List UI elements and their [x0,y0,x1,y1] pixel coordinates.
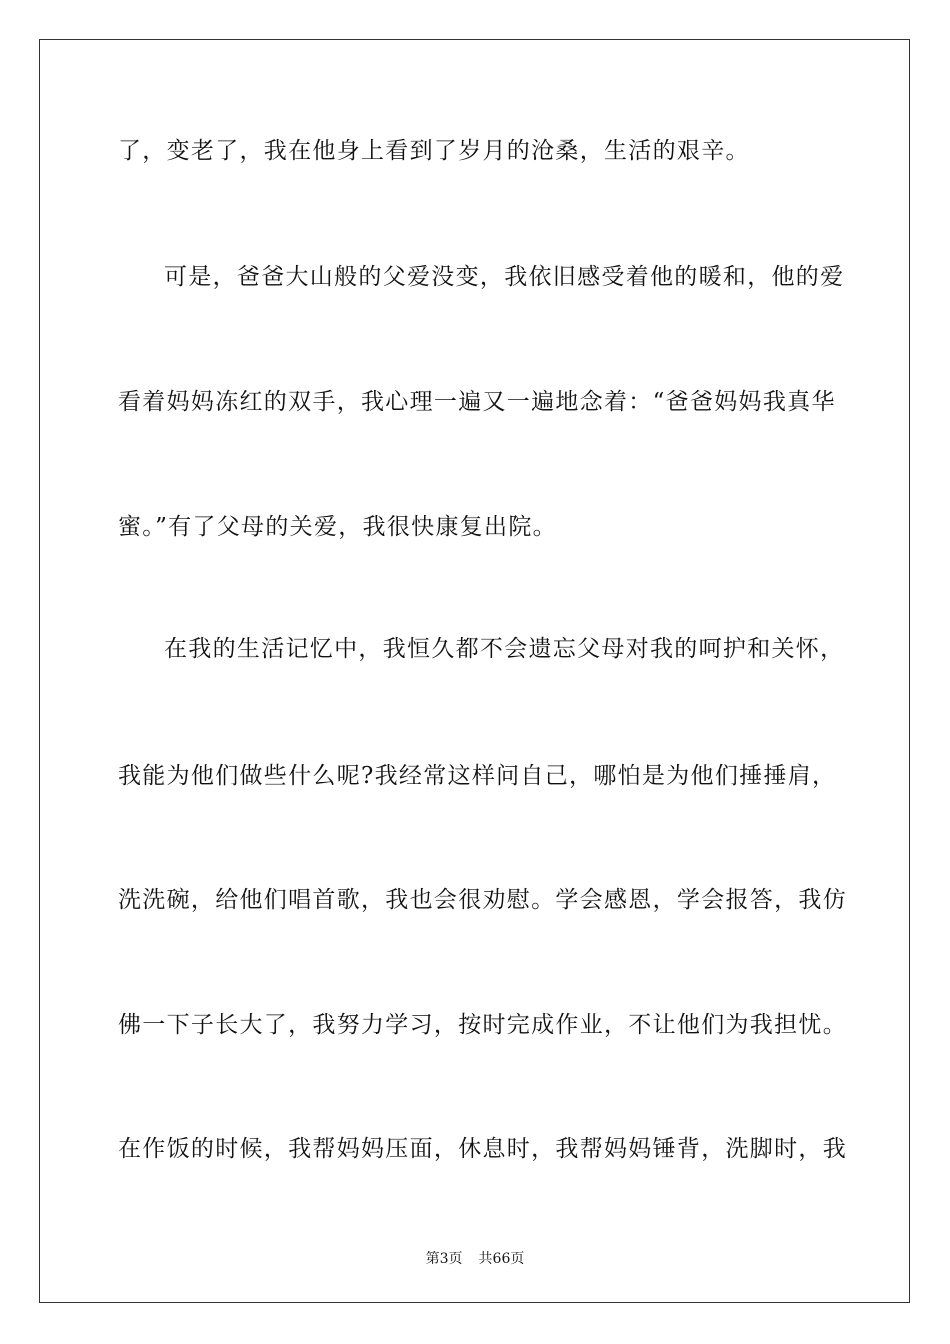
page-total: 共66页 [478,1251,525,1267]
text-line: 蜜。”有了父母的关爱，我很快康复出院。 [118,514,557,540]
text-line: 在作饭的时候，我帮妈妈压面，休息时，我帮妈妈锤背，洗脚时，我 [118,1136,847,1162]
page-number: 第3页 [425,1251,463,1267]
text-line: 佛一下子长大了，我努力学习，按时完成作业，不让他们为我担忧。 [118,1012,847,1038]
text-line: 看着妈妈冻红的双手，我心理一遍又一遍地念着：“爸爸妈妈我真华 [118,389,836,415]
text-line: 了，变老了，我在他身上看到了岁月的沧桑，生活的艰辛。 [118,138,750,164]
text-line: 我能为他们做些什么呢?我经常这样问自己，哪怕是为他们捶捶肩， [118,763,837,789]
text-line: 洗洗碗，给他们唱首歌，我也会很劝慰。学会感恩，学会报答，我仿 [118,887,847,913]
text-line: 可是，爸爸大山般的父爱没变，我依旧感受着他的暖和，他的爱 [164,264,845,290]
page-border [39,39,910,1303]
page-footer [0,1248,950,1268]
text-line: 在我的生活记忆中，我恒久都不会遗忘父母对我的呵护和关怀， [164,636,845,662]
